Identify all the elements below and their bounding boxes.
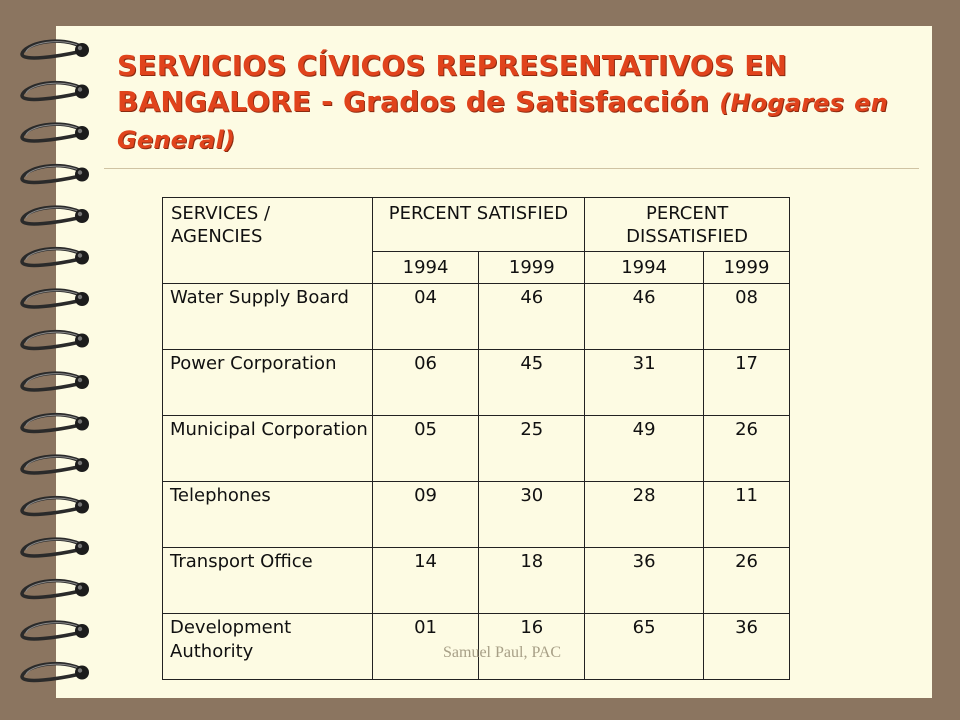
year-header: 1999 xyxy=(704,252,790,284)
table-cell: 17 xyxy=(704,350,790,416)
services-header: SERVICES / AGENCIES xyxy=(163,198,373,284)
satisfied-header: PERCENT SATISFIED xyxy=(372,198,585,252)
binding-hole xyxy=(75,417,89,431)
year-header: 1994 xyxy=(372,252,479,284)
binding-hole xyxy=(75,168,89,182)
dissatisfied-header: PERCENT DISSATISFIED xyxy=(585,198,790,252)
table-cell: 45 xyxy=(479,350,585,416)
binding-hole xyxy=(75,126,89,140)
service-name: Municipal Corporation xyxy=(163,416,373,482)
table-cell: 08 xyxy=(704,284,790,350)
binding-hole xyxy=(75,666,89,680)
footer-credit: Samuel Paul, PAC xyxy=(443,644,562,661)
service-name: Development Authority xyxy=(163,614,373,680)
title-divider xyxy=(104,168,919,169)
satisfaction-table xyxy=(162,197,790,680)
table-cell: 26 xyxy=(704,416,790,482)
service-name: Transport Office xyxy=(163,548,373,614)
binding-hole xyxy=(75,85,89,99)
binding-hole xyxy=(75,541,89,555)
table-cell: 36 xyxy=(585,548,704,614)
service-name: Telephones xyxy=(163,482,373,548)
binding-hole xyxy=(75,458,89,472)
table-cell: 14 xyxy=(372,548,479,614)
title-note-2: en General) xyxy=(117,89,888,154)
binding-hole xyxy=(75,500,89,514)
table-cell: 01 xyxy=(372,614,479,680)
table-row xyxy=(163,482,790,548)
binding-hole xyxy=(75,43,89,57)
table-cell: 05 xyxy=(372,416,479,482)
service-name: Water Supply Board xyxy=(163,284,373,350)
table-cell: 11 xyxy=(704,482,790,548)
title-main: SERVICIOS CÍVICOS REPRESENTATIVOS EN BANGALORE - Grados de Satisfacción xyxy=(117,49,788,118)
table-cell: 46 xyxy=(479,284,585,350)
table-row xyxy=(163,548,790,614)
year-header: 1999 xyxy=(479,252,585,284)
table-row xyxy=(163,284,790,350)
binding-hole xyxy=(75,251,89,265)
slide-title xyxy=(117,48,917,158)
table-cell: 06 xyxy=(372,350,479,416)
table-cell: 49 xyxy=(585,416,704,482)
table-cell: 46 xyxy=(585,284,704,350)
table-cell: 31 xyxy=(585,350,704,416)
title-note-1: (Hogares xyxy=(719,89,845,117)
table-cell: 26 xyxy=(704,548,790,614)
table-cell: 09 xyxy=(372,482,479,548)
binding-hole xyxy=(75,292,89,306)
service-name: Power Corporation xyxy=(163,350,373,416)
binding-hole xyxy=(75,209,89,223)
binding-hole xyxy=(75,624,89,638)
table-cell: 65 xyxy=(585,614,704,680)
binding-hole xyxy=(75,375,89,389)
table-cell: 04 xyxy=(372,284,479,350)
table-row xyxy=(163,416,790,482)
table-cell: 16 xyxy=(479,614,585,680)
binding-hole xyxy=(75,583,89,597)
table-cell: 18 xyxy=(479,548,585,614)
table-cell: 28 xyxy=(585,482,704,548)
binding-hole xyxy=(75,334,89,348)
year-header: 1994 xyxy=(585,252,704,284)
table-row xyxy=(163,350,790,416)
spiral-binding-icon xyxy=(0,26,100,698)
table-cell: 36 xyxy=(704,614,790,680)
table-cell: 30 xyxy=(479,482,585,548)
table-cell: 25 xyxy=(479,416,585,482)
